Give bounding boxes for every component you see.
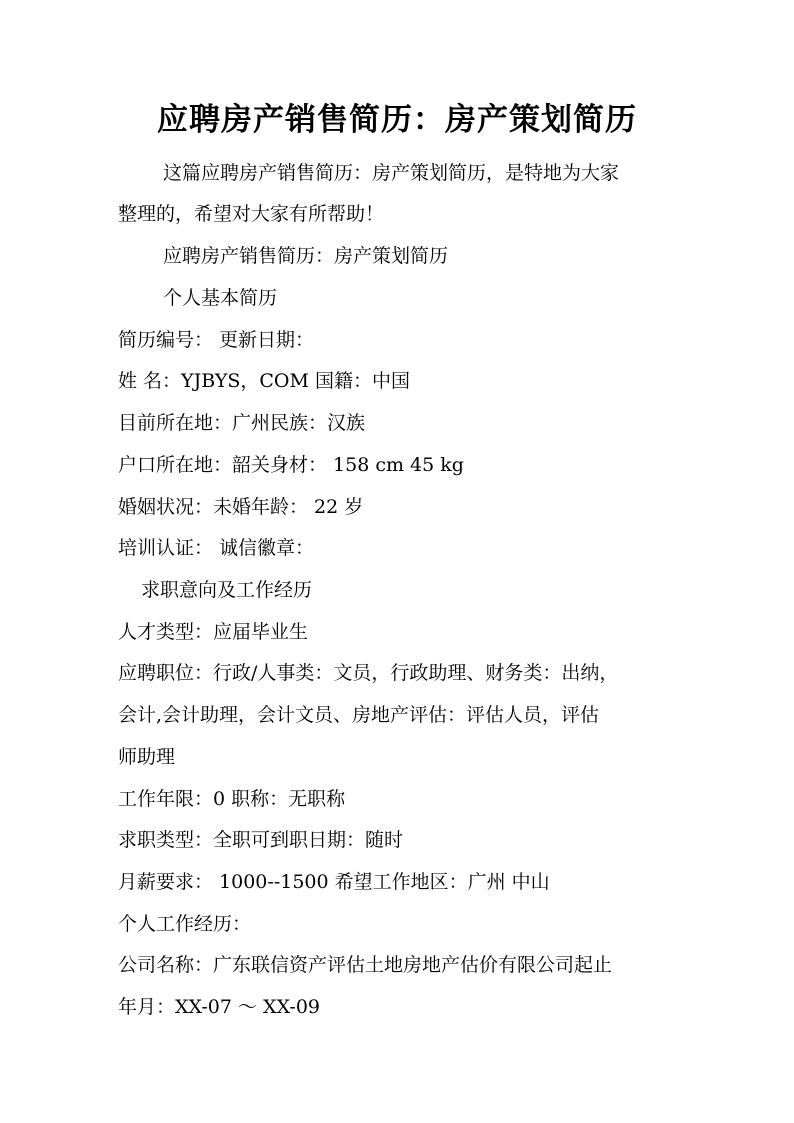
work-years-line: 工作年限：0 职称：无职称 bbox=[118, 788, 346, 810]
section-heading-experience: 个人工作经历： bbox=[118, 913, 252, 935]
location-line: 目前所在地：广州民族：汉族 bbox=[118, 412, 366, 434]
job-type-line: 求职类型：全职可到职日期：随时 bbox=[118, 829, 404, 851]
section-heading-basic: 个人基本简历 bbox=[163, 287, 278, 309]
resume-number-line: 简历编号： 更新日期： bbox=[118, 329, 315, 351]
document-title: 应聘房产销售简历：房产策划简历 bbox=[157, 102, 637, 138]
period-line: 年月：XX-07 ～ XX-09 bbox=[118, 996, 321, 1018]
marital-line: 婚姻状况：未婚年龄： 22 岁 bbox=[118, 496, 364, 518]
salary-line: 月薪要求： 1000--1500 希望工作地区：广州 中山 bbox=[118, 871, 550, 893]
section-heading-intent: 求职意向及工作经历 bbox=[141, 579, 313, 601]
position-line-3: 师助理 bbox=[118, 746, 176, 768]
registration-line: 户口所在地：韶关身材： 158 cm 45 kg bbox=[118, 454, 464, 476]
talent-type-line: 人才类型：应届毕业生 bbox=[118, 621, 309, 643]
company-line: 公司名称：广东联信资产评估土地房地产估价有限公司起止 bbox=[118, 954, 613, 976]
intro-line-2: 整理的，希望对大家有所帮助！ bbox=[118, 203, 385, 225]
position-line-2: 会计,会计助理，会计文员、房地产评估：评估人员，评估 bbox=[118, 704, 600, 726]
intro-line-1: 这篇应聘房产销售简历：房产策划简历，是特地为大家 bbox=[163, 162, 620, 184]
training-line: 培训认证： 诚信徽章： bbox=[118, 537, 315, 559]
position-line-1: 应聘职位：行政/人事类：文员，行政助理、财务类：出纳， bbox=[118, 662, 619, 684]
name-line: 姓 名：YJBYS，COM 国籍：中国 bbox=[118, 370, 410, 392]
subtitle-line: 应聘房产销售简历：房产策划简历 bbox=[163, 245, 449, 267]
